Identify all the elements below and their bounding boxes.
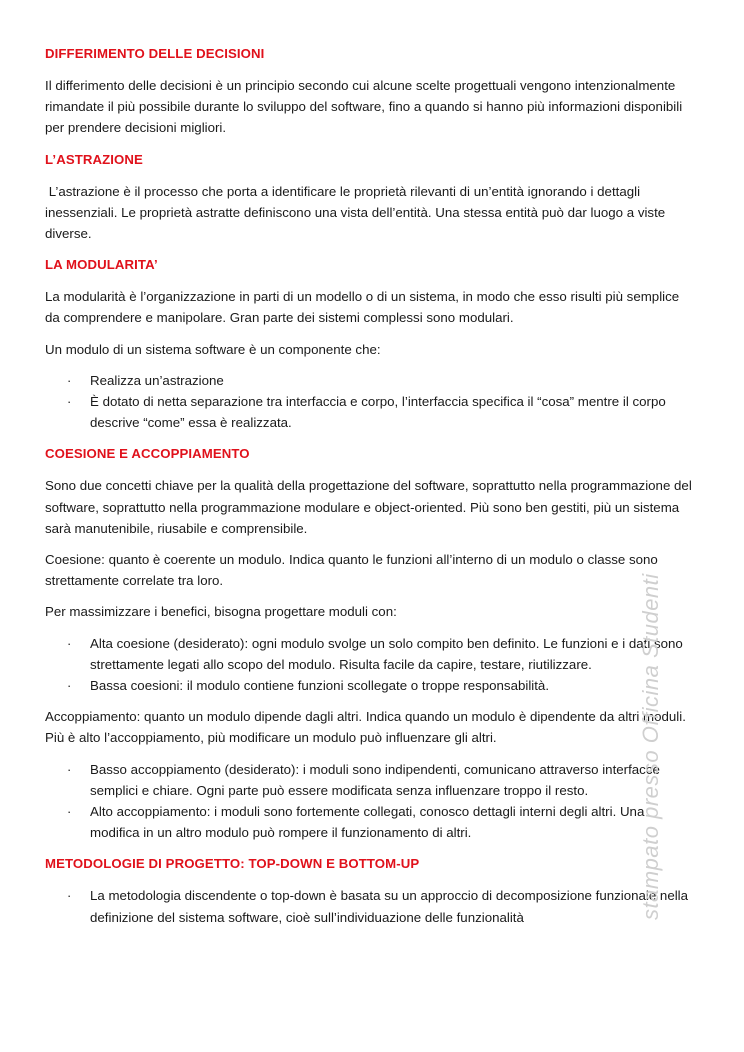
paragraph: Il differimento delle decisioni è un principio secondo cui alcune scelte progettuali vengono intenzionalmente rimandate il più possibile durante lo sviluppo del software, fino a quando si hanno più informazioni disponibili per prendere decisioni migliori. bbox=[45, 78, 683, 136]
list-item: · Bassa coesioni: il modulo contiene funzioni scollegate o troppe responsabilità. bbox=[45, 675, 695, 696]
section-title-metodologie: METODOLOGIE DI PROGETTO: TOP-DOWN E BOTTOM-UP bbox=[45, 856, 420, 872]
paragraph: Per massimizzare i benefici, bisogna progettare moduli con: bbox=[45, 604, 397, 620]
list-item: · Realizza un’astrazione bbox=[45, 370, 695, 391]
section-title-astrazione: L’ASTRAZIONE bbox=[45, 151, 143, 167]
section-title-coesione-accoppiamento: COESIONE E ACCOPPIAMENTO bbox=[45, 446, 250, 462]
section-title-modularita: LA MODULARITA’ bbox=[45, 257, 158, 273]
paragraph: Sono due concetti chiave per la qualità della progettazione del software, soprattutto nella programmazione del software, soprattutto nella programmazione modulare e object-oriented. Più sono ben gestiti, più un sistema sarà manutenibile, riusabile e comprensibile. bbox=[45, 478, 692, 536]
list-item: · È dotato di netta separazione tra interfaccia e corpo, l’interfaccia specifica il “cosa” mentre il corpo descrive “come” essa è realizzata. bbox=[45, 391, 695, 433]
bullet-list bbox=[45, 633, 695, 697]
list-item: · Alto accoppiamento: i moduli sono fortemente collegati, conosco dettagli interni degli altri. Una modifica in un altro modulo può rompere il funzionamento di altri. bbox=[45, 801, 695, 843]
list-item: · Alta coesione (desiderato): ogni modulo svolge un solo compito ben definito. Le funzioni e i dati sono strettamente legati allo scopo del modulo. Risulta facile da capire, testare, riutilizzare. bbox=[45, 633, 695, 675]
paragraph: Accoppiamento: quanto un modulo dipende dagli altri. Indica quando un modulo è dipendente da altri moduli. Più è alto l’accoppiamento, più modificare un modulo può influenzare gli altri. bbox=[45, 709, 686, 746]
paragraph: Un modulo di un sistema software è un componente che: bbox=[45, 341, 381, 357]
paragraph: Coesione: quanto è coerente un modulo. Indica quanto le funzioni all’interno di un modulo o classe sono strettamente correlate tra loro. bbox=[45, 552, 658, 589]
bullet-list bbox=[45, 370, 695, 434]
section-title-differimento: DIFFERIMENTO DELLE DECISIONI bbox=[45, 46, 265, 61]
paragraph: L’astrazione è il processo che porta a identificare le proprietà rilevanti di un’entità ignorando i dettagli inessenziali. Le proprietà astratte definiscono una vista dell’entità. Una stessa entità può dar luogo a viste diverse. bbox=[45, 183, 669, 242]
document-page bbox=[45, 44, 695, 928]
list-item: · La metodologia discendente o top-down è basata su un approccio di decomposizione funzionale nella definizione del sistema software, cioè sull’individuazione delle funzionalità bbox=[45, 885, 695, 927]
bullet-list bbox=[45, 885, 695, 927]
bullet-list bbox=[45, 759, 695, 844]
watermark: stampato presso Officina Studenti bbox=[638, 573, 663, 920]
paragraph: La modularità è l’organizzazione in parti di un modello o di un sistema, in modo che esso risulti più semplice da comprendere e manipolare. Gran parte dei sistemi complessi sono modulari. bbox=[45, 289, 680, 326]
list-item: · Basso accoppiamento (desiderato): i moduli sono indipendenti, comunicano attraverso interfacce semplici e chiare. Ogni parte può essere modificata senza influenzare troppo il resto. bbox=[45, 759, 695, 801]
